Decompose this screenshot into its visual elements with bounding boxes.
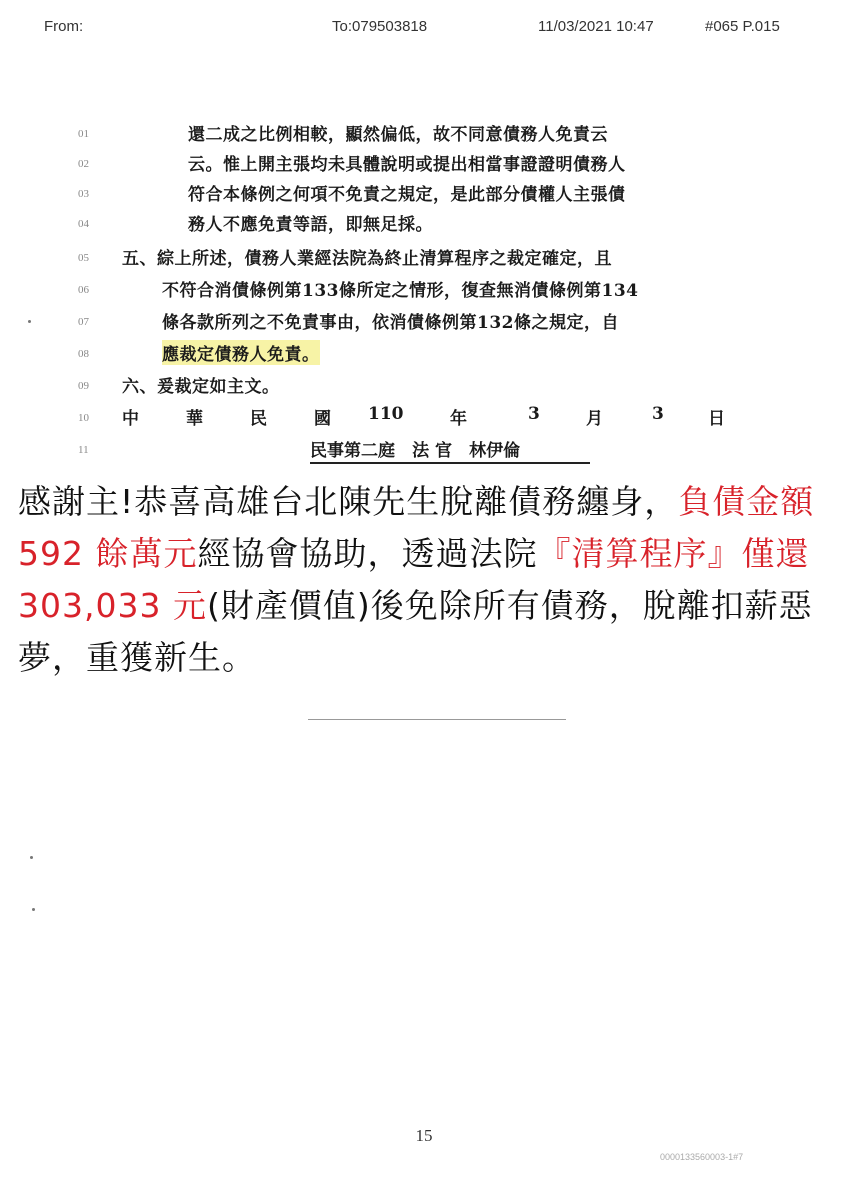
line-text: 六、爰裁定如主文。 [122, 377, 280, 397]
ruling-line [0, 148, 848, 178]
line-text: 符合本條例之何項不免責之規定，是此部分債權人主張債 [188, 185, 626, 205]
ruling-line [0, 242, 848, 272]
debt-amount-highlight: 負債金額 592 餘萬元 [18, 482, 815, 573]
line-number: 06 [78, 284, 89, 296]
testimonial-box [0, 464, 848, 722]
document-code: 0000133560003-1#7 [660, 1152, 744, 1162]
divider-line [308, 719, 566, 720]
testimonial-part: 經協會協助，透過法院 [197, 534, 538, 573]
line-number: 09 [78, 380, 89, 392]
date-char: 年 [450, 409, 467, 429]
signature-line [0, 434, 848, 464]
scan-speck [32, 908, 35, 911]
scan-speck [30, 856, 33, 859]
line-number: 11 [78, 444, 89, 456]
scan-speck [28, 320, 31, 323]
fax-from: From: [44, 18, 84, 35]
ruling-line [0, 208, 848, 238]
date-char: 中 [122, 409, 139, 429]
ruling-date [120, 404, 725, 434]
judge-name: 林伊倫 [469, 441, 521, 461]
line-text: 五、綜上所述，債務人業經法院為終止清算程序之裁定確定，且 [122, 249, 612, 269]
testimonial-part: (財產價值)後免除所有債務，脫離扣薪惡夢，重獲新生。 [18, 586, 813, 677]
ruling-line [0, 338, 848, 368]
date-year: 110 [368, 404, 404, 424]
line-text: 云。惟上開主張均未具體說明或提出相當事證證明債務人 [188, 155, 626, 175]
repayment-highlight: 『清算程序』僅還 303,033 元 [18, 534, 810, 625]
line-text: 務人不應免責等語，即無足採。 [188, 215, 433, 235]
page-number: 15 [415, 1126, 433, 1145]
ruling-line [0, 274, 848, 304]
ruling-line [0, 178, 848, 208]
date-char: 國 [314, 409, 331, 429]
date-char: 華 [186, 409, 203, 429]
line-number: 02 [78, 158, 89, 170]
judge-signature [310, 436, 532, 461]
date-char: 日 [708, 409, 725, 429]
date-char: 月 [586, 409, 603, 429]
line-number: 01 [78, 128, 89, 140]
fax-page-id: #065 P.015 [705, 18, 780, 35]
line-number: 03 [78, 188, 89, 200]
line-text: 不符合消債條例第133條所定之情形，復查無消債條例第134 [162, 281, 639, 301]
judge-title: 法 官 [412, 441, 453, 461]
date-month: 3 [528, 404, 540, 424]
ruling-line [0, 306, 848, 336]
ruling-date-line [0, 402, 848, 432]
line-number: 05 [78, 252, 89, 264]
ruling-line [0, 370, 848, 400]
line-text: 條各款所列之不免責事由，依消債條例第132條之規定，自 [162, 313, 619, 333]
court-division: 民事第二庭 [310, 441, 395, 461]
ruling-line [0, 118, 848, 148]
date-day: 3 [652, 404, 664, 424]
line-number: 04 [78, 218, 89, 230]
line-number: 10 [78, 412, 89, 424]
fax-to-number: To:079503818 [332, 18, 428, 35]
highlighted-line-text: 應裁定債務人免責。 [162, 340, 320, 365]
date-char: 民 [250, 409, 267, 429]
line-text: 還二成之比例相較，顯然偏低，故不同意債務人免責云 [188, 125, 608, 145]
testimonial-part: 感謝主!恭喜高雄台北陳先生脫離債務纏身， [18, 482, 679, 521]
fax-header [0, 18, 848, 42]
line-number: 07 [78, 316, 89, 328]
fax-datetime: 11/03/2021 10:47 [538, 18, 654, 35]
testimonial-text [18, 476, 818, 684]
line-number: 08 [78, 348, 89, 360]
